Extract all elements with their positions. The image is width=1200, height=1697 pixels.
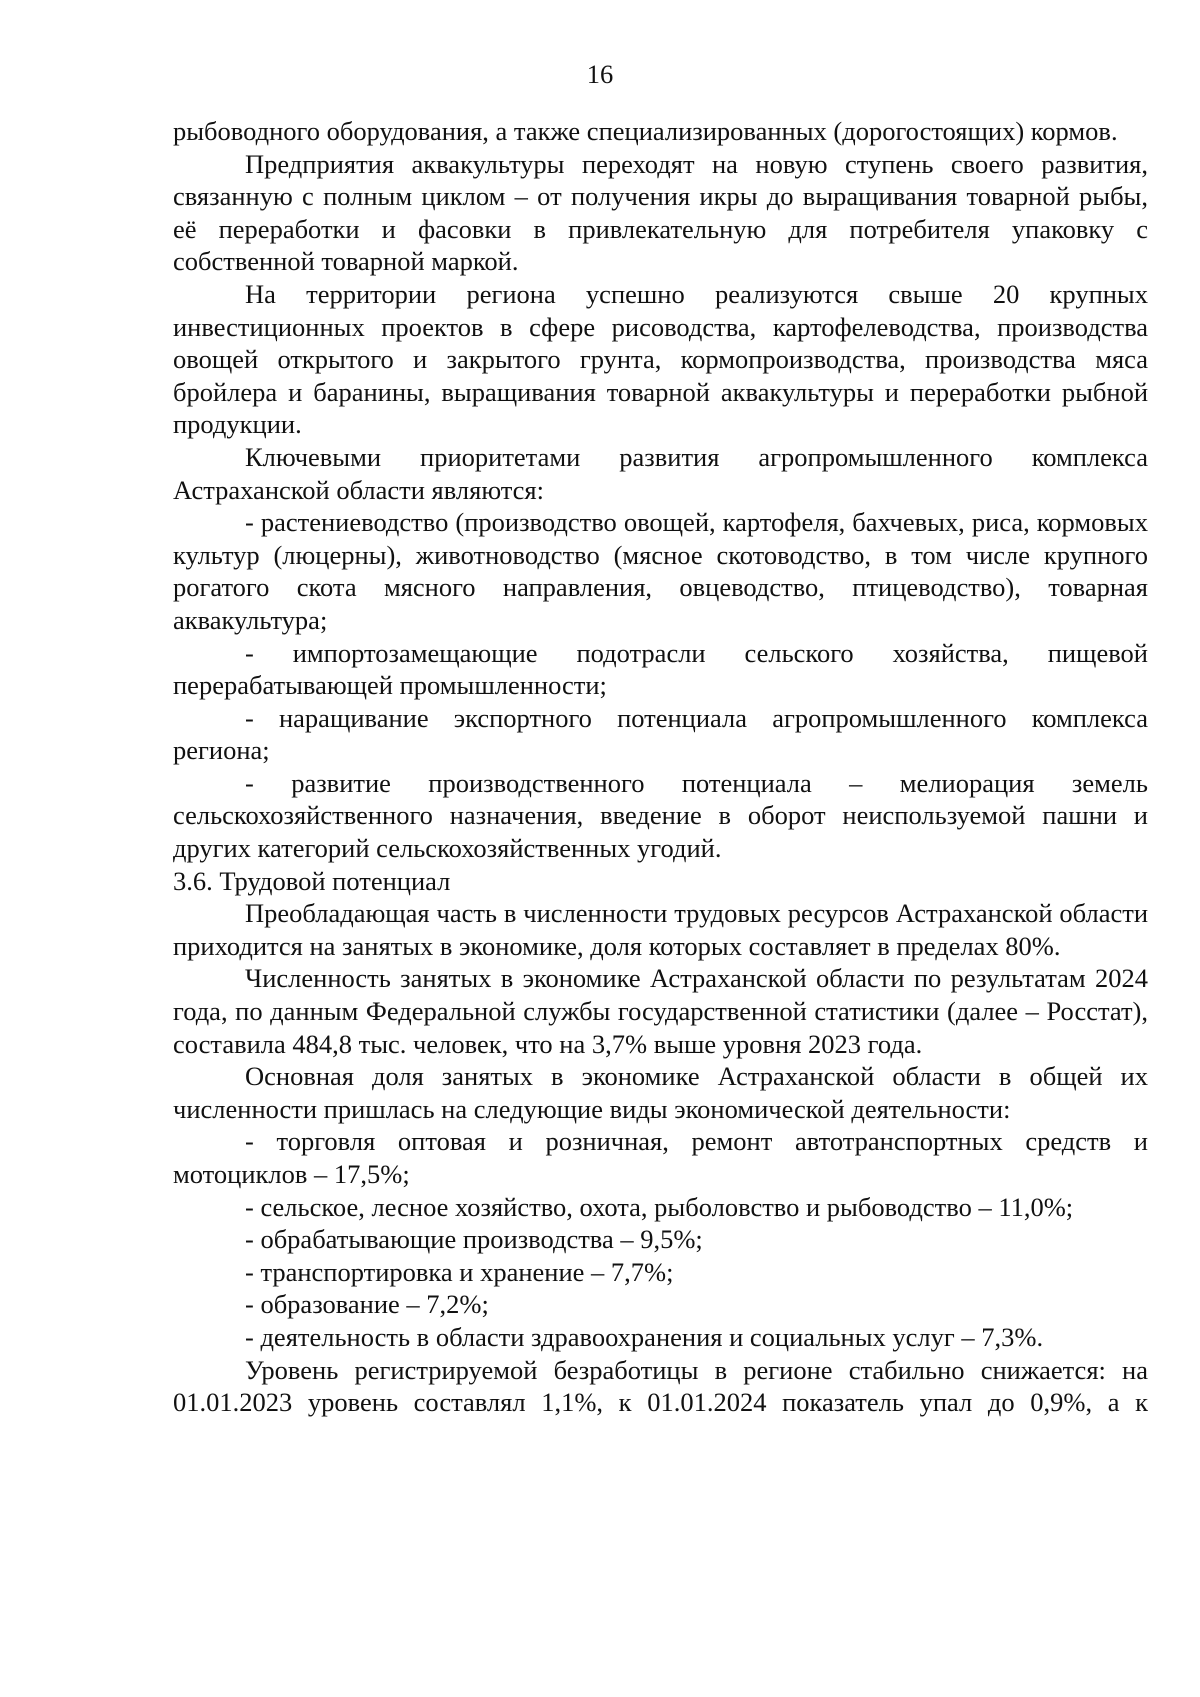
paragraph: Предприятия аквакультуры переходят на новую ступень своего развития, связанную с полным циклом – от получения икры до выращивания товарной рыбы, её переработки и фасовки в привлекательную для потребителя упаковку с собственной товарной маркой. (173, 148, 1148, 277)
paragraphs-after-heading (173, 897, 1148, 1419)
section-heading: 3.6. Трудовой потенциал (173, 865, 451, 896)
paragraph: - торговля оптовая и розничная, ремонт автотранспортных средств и мотоциклов – 17,5%; (173, 1126, 1148, 1189)
paragraph: - сельское, лесное хозяйство, охота, рыболовство и рыбоводство – 11,0%; (245, 1191, 1074, 1222)
paragraphs-before-heading (173, 115, 1148, 865)
paragraph: - импортозамещающие подотрасли сельского хозяйства, пищевой перерабатывающей промышленности; (173, 637, 1148, 701)
page-number: 16 (586, 59, 614, 89)
paragraph: Численность занятых в экономике Астраханской области по результатам 2024 года, по данным Федеральной службы государственной статистики (далее – Росстат), составила 484,8 тыс. человек, что на 3,7% выше уровня 2023 года. (173, 963, 1148, 1059)
document-body (173, 115, 1148, 1419)
paragraph: - образование – 7,2%; (245, 1289, 489, 1320)
paragraph: На территории региона успешно реализуются свыше 20 крупных инвестиционных проектов в сфере рисоводства, картофелеводства, производства овощей открытого и закрытого грунта, кормопроизводства, производства мяса бройлера и баранины, выращивания товарной аквакультуры и переработки рыбной продукции. (173, 278, 1148, 440)
paragraph: - деятельность в области здравоохранения и социальных услуг – 7,3%. (245, 1321, 1044, 1352)
paragraph: - обрабатывающие производства – 9,5%; (245, 1224, 703, 1255)
paragraph: - транспортировка и хранение – 7,7%; (245, 1256, 674, 1287)
paragraph: - растениеводство (производство овощей, картофеля, бахчевых, риса, кормовых культур (люцерны), животноводство (мясное скотоводство, в том числе крупного рогатого скота мясного направления, овцеводство, птицеводство), товарная аквакультура; (173, 507, 1148, 635)
paragraph: - развитие производственного потенциала – мелиорация земель сельскохозяйственного назначения, введение в оборот неиспользуемой пашни и других категорий сельскохозяйственных угодий. (173, 767, 1148, 864)
paragraph: Ключевыми приоритетами развития агропромышленного комплекса Астраханской области являются: (173, 441, 1148, 505)
paragraph: рыбоводного оборудования, а также специализированных (дорогостоящих) кормов. (173, 116, 1118, 146)
paragraph: - наращивание экспортного потенциала агропромышленного комплекса региона; (173, 702, 1148, 766)
paragraph: Основная доля занятых в экономике Астраханской области в общей их численности пришлась на следующие виды экономической деятельности: (173, 1061, 1148, 1124)
paragraph: Преобладающая часть в численности трудовых ресурсов Астраханской области приходится на занятых в экономике, доля которых составляет в пределах 80%. (173, 898, 1148, 961)
paragraph: Уровень регистрируемой безработицы в регионе стабильно снижается: на 01.01.2023 уровень составлял 1,1%, к 01.01.2024 показатель упал до 0,9%, а к (173, 1354, 1148, 1418)
